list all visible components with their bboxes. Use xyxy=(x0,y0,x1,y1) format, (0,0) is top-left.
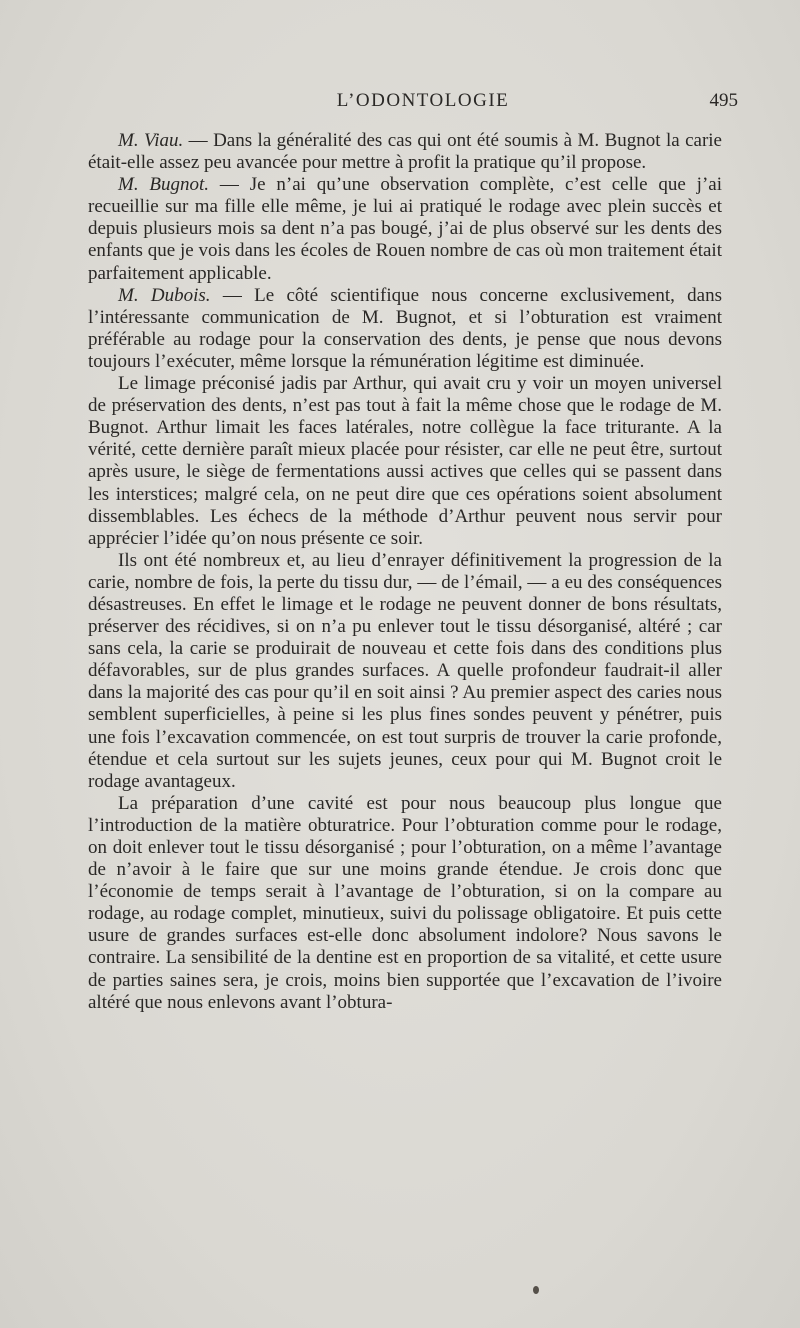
speaker-name: M. Dubois. xyxy=(118,284,211,306)
paragraph-text: La préparation d’une cavité est pour nous beaucoup plus longue que l’introduction de la matière obturatrice. Pour l’obturation comme pour le rodage, on doit enlever tout le tissu désorganisé ; pour l’obturation, on a même l’avantage de n’avoir à le faire que sur une moins grande étendue. Je crois donc que l’économie de temps serait à l’avantage de l’obturation, si on la compare au rodage, au rodage complet, minutieux, suivi du polissage obligatoire. Et puis cette usure de grandes surfaces est-elle donc absolument indolore? Nous savons le contraire. La sensibilité de la dentine est en proportion de sa vitalité, et cette usure de parties saines sera, je crois, moins bien supportée que l’excavation de l’ivoire altéré que nous enlevons avant l’obtura- xyxy=(88,792,722,1013)
paragraph-text: Le limage préconisé jadis par Arthur, qui avait cru y voir un moyen universel de préservation des dents, n’est pas tout à fait la même chose que le rodage de M. Bugnot. Arthur limait les faces latérales, notre collègue la face triturante. A la vérité, cette dernière paraît mieux placée pour résister, car elle ne peut être, surtout après usure, le siège de fermentations aussi actives que celles qui se passent dans les interstices; malgré cela, on ne peut dire que ces opérations soient absolument dissemblables. Les échecs de la méthode d’Arthur peuvent nous servir pour apprécier l’idée qu’on nous présente ce soir. xyxy=(88,373,722,549)
paragraph-viau xyxy=(88,130,722,174)
paragraph-limage xyxy=(88,373,722,550)
paragraph-preparation xyxy=(88,793,722,1014)
page-number: 495 xyxy=(709,90,738,111)
speaker-name: M. Bugnot. xyxy=(118,174,210,196)
speaker-name: M. Viau. xyxy=(118,130,184,151)
body-text xyxy=(88,130,722,1014)
ink-speck xyxy=(533,1286,539,1294)
paragraph-bugnot xyxy=(88,174,722,284)
paragraph-text: — Le côté scientifique nous concerne exclusivement, dans l’intéressante communication de M. Bugnot, et si l’obturation est vraiment préférable au rodage pour la conservation des dents, je pense que nous devons toujours l’exécuter, même lorsque la rémunération légitime est diminuée. xyxy=(88,284,722,372)
paragraph-text: — Dans la généralité des cas qui ont été soumis à M. Bugnot la carie était-elle assez peu avancée pour mettre à profit la pratique qu’il propose. xyxy=(88,130,722,174)
paragraph-text: — Je n’ai qu’une observation complète, c’est celle que j’ai recueillie sur ma fille elle même, je lui ai pratiqué le rodage avec plein succès et depuis plusieurs mois sa dent n’a pas bougé, j’ai de plus observé sur les dents des enfants que je vois dans les écoles de Rouen nombre de cas où mon traitement était parfaitement applicable. xyxy=(88,174,722,284)
paragraph-text: Ils ont été nombreux et, au lieu d’enrayer définitivement la progression de la carie, nombre de fois, la perte du tissu dur, — de l’émail, — a eu des conséquences désastreuses. En effet le limage et le rodage ne peuvent donner de bons résultats, préserver des récidives, si on n’a pu enlever tout le tissu désorganisé, altéré ; car sans cela, la carie se produirait de nouveau et cette fois dans des conditions plus défavorables, sur de plus grandes surfaces. A quelle profondeur faudrait-il aller dans la majorité des cas pour qu’il en soit ainsi ? Au premier aspect des caries nous semblent superficielles, à peine si les plus fines sondes peuvent y pénétrer, puis une fois l’excavation commencée, on est tout surpris de trouver la carie profonde, étendue et cela surtout sur les sujets jeunes, ceux pour qui M. Bugnot croit le rodage avantageux. xyxy=(88,549,722,792)
page-header xyxy=(88,90,738,116)
paragraph-echecs xyxy=(88,550,722,793)
paragraph-dubois xyxy=(88,285,722,373)
running-title: L’ODONTOLOGIE xyxy=(336,90,510,111)
